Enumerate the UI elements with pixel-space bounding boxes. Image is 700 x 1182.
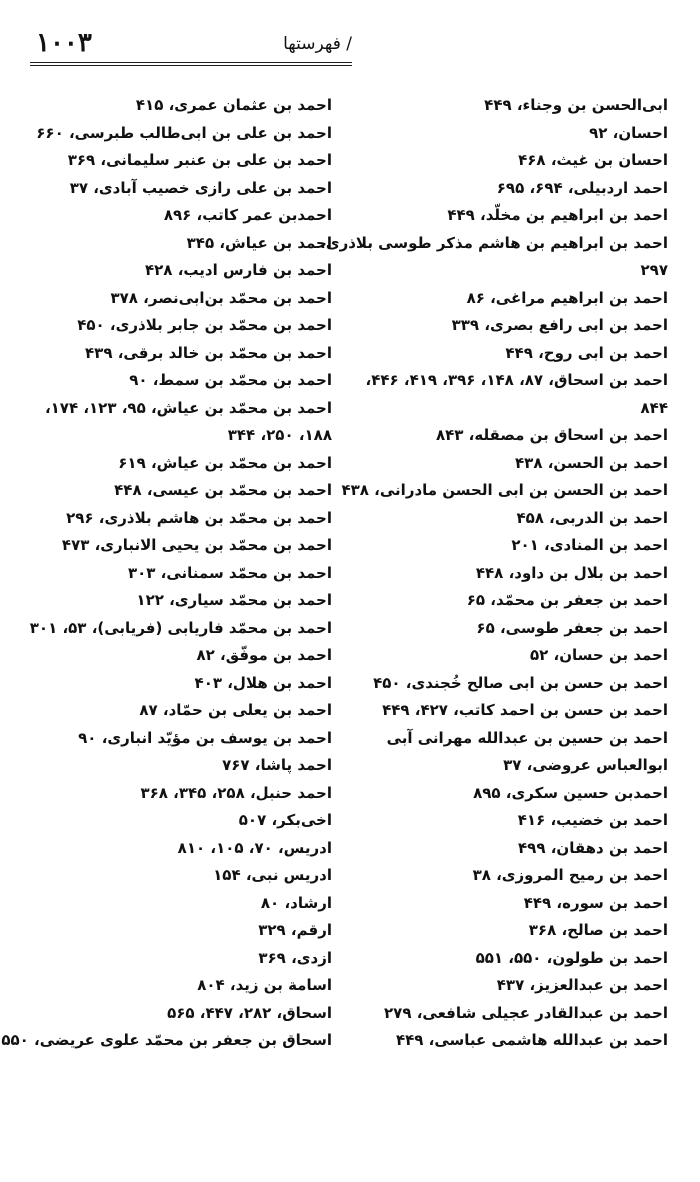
index-entry-continuation: ۱۸۸، ۲۵۰، ۳۴۴ [227, 426, 332, 444]
index-entry-continuation: ۸۴۴ [640, 398, 668, 417]
index-entry: احمد پاشا، ۷۶۷ [222, 756, 332, 774]
index-entry: احسان بن غیث، ۴۶۸ [518, 151, 668, 169]
index-entry: احمد بن طولون، ۵۵۰، ۵۵۱ [475, 948, 668, 967]
index-entry: احمد بن حسان، ۵۲ [530, 646, 668, 664]
index-entry: احمد بن دهقان، ۴۹۹ [518, 838, 668, 857]
index-entry: احمد بن ابی روح، ۴۴۹ [505, 343, 668, 362]
index-entry: ادریس نبی، ۱۵۴ [213, 866, 332, 884]
index-entry: احسان، ۹۲ [589, 123, 668, 142]
index-column-left [1, 92, 332, 1055]
index-entry: احمد بن اسحاق بن مصقله، ۸۴۳ [435, 426, 668, 444]
index-entry: احمد بن محمّد بن عیسی، ۴۴۸ [114, 481, 332, 499]
index-entry: احمد بن محمّد بن جابر بلاذری، ۴۵۰ [77, 316, 332, 334]
index-entry: احمد بن فارس ادیب، ۴۲۸ [145, 261, 332, 279]
index-entry: احمد بن جعفر بن محمّد، ۶۵ [466, 591, 668, 609]
index-entry: احمدبن عمر کاتب، ۸۹۶ [163, 206, 332, 224]
index-entry: اسامة بن زید، ۸۰۴ [197, 976, 332, 994]
index-entry-continuation: ابوالعباس عروضی، ۳۷ [503, 756, 668, 774]
page-number: ۱۰۰۳ [36, 28, 92, 58]
index-entry: احمد بن محمّد بن سمط، ۹۰ [129, 371, 332, 389]
index-entry: احمد بن حسن بن ابی صالح خُجندی، ۴۵۰ [373, 673, 668, 692]
index-entry-continuation: ۲۹۷ [640, 261, 668, 279]
index-entry: ابی‌الحسن بن وجناء، ۴۴۹ [484, 96, 668, 114]
index-entry: احمد بن علی رازی خصیب آبادی، ۳۷ [69, 178, 332, 197]
index-entry: احمد بن صالح، ۳۶۸ [528, 921, 668, 939]
index-entry: احمد بن محمّد بن هاشم بلاذری، ۲۹۶ [66, 508, 332, 527]
index-entry: احمد بن علی بن ابی‌طالب طبرسی، ۶۶۰ [36, 123, 332, 142]
index-entry: احمد بن جعفر طوسی، ۶۵ [476, 618, 668, 637]
index-entry: احمد بن محمّد سیاری، ۱۲۲ [136, 591, 332, 609]
index-entry: احمد بن محمّد بن عیاش، ۹۵، ۱۲۳، ۱۷۴، [44, 398, 332, 417]
index-entry: احمد بن ابی رافع بصری، ۳۳۹ [451, 316, 668, 334]
index-entry: اسحاق، ۲۸۲، ۴۴۷، ۵۶۵ [167, 1003, 332, 1022]
index-entry: احمدبن حسین سکری، ۸۹۵ [473, 783, 668, 802]
index-entry: احمد بن حسین بن عبدالله مهرانی آبی [386, 728, 668, 747]
index-entry: ادریس، ۷۰، ۱۰۵، ۸۱۰ [177, 838, 332, 857]
index-entry: احمد بن محمّد فاریابی (فریابی)، ۵۳، ۳۰۱ [29, 618, 332, 637]
index-entry: اخی‌بکر، ۵۰۷ [238, 811, 332, 829]
index-entry: احمد بن عبدالله هاشمی عباسی، ۴۴۹ [395, 1031, 668, 1049]
index-entry: احمد بن یوسف بن مؤیّد انباری، ۹۰ [78, 728, 332, 747]
index-entry: احمد بن موفّق، ۸۲ [196, 646, 332, 664]
index-entry: ازدی، ۳۶۹ [258, 948, 332, 967]
index-entry: احمد بن عیاش، ۳۴۵ [186, 233, 332, 252]
index-entry: احمد بن محمّد بن عیاش، ۶۱۹ [118, 453, 332, 472]
index-entry: ارقم، ۳۲۹ [258, 921, 332, 939]
index-entry: احمد بن بلال بن داود، ۴۴۸ [475, 563, 668, 582]
index-entry: احمد بن هلال، ۴۰۳ [194, 673, 332, 692]
index-entry: احمد بن حسن بن احمد کاتب، ۴۲۷، ۴۴۹ [382, 701, 668, 719]
index-entry: احمد بن رمیح المروزی، ۳۸ [472, 866, 668, 884]
header-rule [30, 65, 352, 66]
index-entry: احمد بن عبدالعزیز، ۴۳۷ [496, 976, 668, 994]
index-entry: احمد بن یعلی بن حمّاد، ۸۷ [139, 701, 332, 719]
index-entry: احمد بن الحسن، ۴۳۸ [515, 453, 668, 472]
index-entry: احمد بن الدربی، ۴۵۸ [516, 508, 668, 527]
index-entry: احمد بن ابراهیم بن هاشم مذکر طوسی بلاذری، [320, 233, 668, 252]
index-entry: احمد بن عبدالقادر عجیلی شافعی، ۲۷۹ [384, 1003, 668, 1022]
index-entry: احمد بن ابراهیم مراغی، ۸۶ [466, 288, 668, 307]
index-column-right [320, 92, 668, 1055]
index-entry: احمد بن محمّد بن‌ابی‌نصر، ۳۷۸ [110, 288, 332, 307]
header-rule [30, 62, 352, 63]
index-entry: احمد بن محمّد سمنانی، ۳۰۳ [127, 563, 332, 582]
index-entry: احمد اردبیلی، ۶۹۴، ۶۹۵ [496, 178, 668, 197]
page-header [30, 26, 352, 62]
index-entry: احمد حنبل، ۲۵۸، ۳۴۵، ۳۶۸ [140, 783, 332, 802]
index-entry: ارشاد، ۸۰ [260, 893, 332, 912]
index-entry: احمد بن خضیب، ۴۱۶ [517, 811, 668, 829]
index-entry: احمد بن محمّد بن یحیی الانباری، ۴۷۳ [61, 536, 332, 554]
index-entry: اسحاق بن جعفر بن محمّد علوی عریضی، ۵۵۰ [1, 1031, 332, 1049]
running-title: / فهرستها [283, 34, 352, 54]
index-entry: احمد بن علی بن عنبر سلیمانی، ۳۶۹ [67, 151, 332, 169]
index-entry: احمد بن المنادی، ۲۰۱ [511, 536, 668, 554]
index-entry: احمد بن سوره، ۴۴۹ [523, 893, 668, 912]
index-entry: احمد بن محمّد بن خالد برقی، ۴۳۹ [85, 343, 332, 362]
index-entry: احمد بن الحسن بن ابی الحسن مادرانی، ۴۳۸ [341, 481, 668, 499]
index-entry: احمد بن عثمان عمری، ۴۱۵ [135, 96, 332, 114]
index-entry: احمد بن ابراهیم بن مخلّد، ۴۴۹ [447, 206, 668, 224]
index-entry: احمد بن اسحاق، ۸۷، ۱۴۸، ۳۹۶، ۴۱۹، ۴۴۶، [365, 371, 668, 389]
